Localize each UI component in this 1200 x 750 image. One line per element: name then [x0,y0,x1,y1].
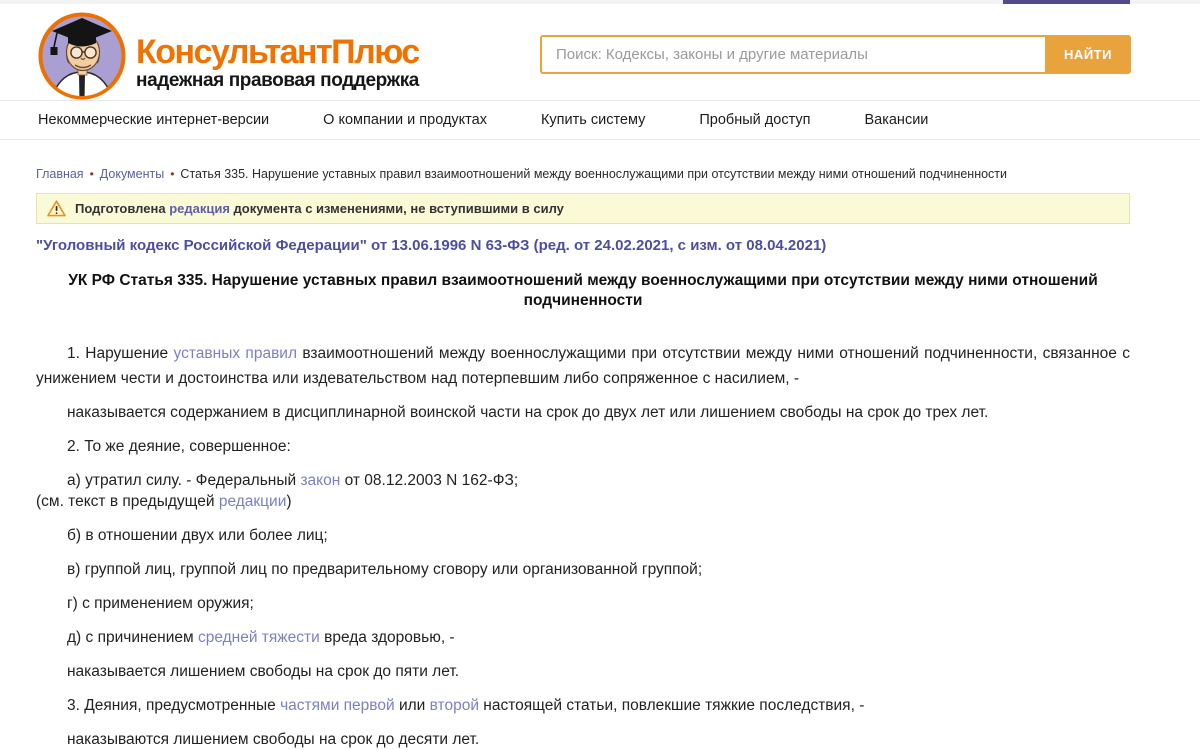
search-button[interactable]: НАЙТИ [1045,35,1131,74]
inline-link[interactable]: второй [429,697,479,714]
logo-link[interactable] [38,12,419,100]
text-run: настоящей статьи, повлекшие тяжкие последствия, - [478,697,865,714]
warning-icon [47,200,66,217]
text-run: а) утратил силу. - Федеральный [67,472,301,489]
text-run: 1. Нарушение [67,345,174,362]
document-paragraph [36,523,1130,548]
text-run: 2. То же деяние, совершенное: [67,438,291,455]
text-run: наказывается содержанием в дисциплинарной воинской части на срок до двух лет или лишением свободы на срок до трех лет. [67,404,989,421]
breadcrumb-item[interactable]: Документы [99,167,165,181]
document-paragraph [36,625,1130,650]
inline-link[interactable]: редакции [218,493,287,510]
inline-link[interactable]: частями первой [280,697,395,714]
text-run: в) группой лиц, группой лиц по предварительному сговору или организованной группой; [67,561,703,578]
logo-title: КонсультантПлюс [136,33,419,71]
text-run: (см. текст в предыдущей [36,493,219,510]
document-paragraph [36,693,1130,718]
breadcrumb [36,167,1130,182]
document-title-link[interactable]: "Уголовный кодекс Российской Федерации" от 13.06.1996 N 63-ФЗ (ред. от 24.02.2021, с изм. от 08.04.2021) [36,237,827,254]
text-run: от 08.12.2003 N 162-ФЗ; [340,472,519,489]
document-paragraph [36,727,1130,750]
nav-item-3[interactable]: Купить систему [540,112,646,128]
text-run: вреда здоровью, - [319,629,455,646]
document-paragraph [36,557,1130,582]
document-paragraph [36,659,1130,684]
search-input[interactable] [540,35,1045,74]
document-paragraph [36,489,1130,514]
text-run: Подготовлена [75,201,170,216]
inline-link[interactable]: закон [300,472,341,489]
inline-link[interactable]: уставных правил [173,345,298,362]
nav-item-2[interactable]: О компании и продуктах [323,112,487,128]
text-run: 3. Деяния, предусмотренные [67,697,281,714]
article-heading: УК РФ Статья 335. Нарушение уставных правил взаимоотношений между военнослужащими при отсутствии между ними отношений подчиненности [68,272,1098,309]
document-paragraph [36,591,1130,616]
inline-link[interactable]: редакция [169,201,230,216]
breadcrumb-separator: • [89,167,94,181]
nav-item-5[interactable]: Вакансии [864,112,929,128]
document-paragraph [36,341,1130,391]
text-run: наказывается лишением свободы на срок до пяти лет. [67,663,460,680]
draft-revision-notice [36,193,1130,224]
document-paragraph [36,400,1130,425]
logo-tagline: надежная правовая поддержка [136,70,419,91]
inline-link[interactable]: средней тяжести [197,629,320,646]
breadcrumb-item[interactable]: Главная [36,167,84,181]
text-run: ) [286,493,292,510]
text-run: г) с применением оружия; [67,595,254,612]
text-run: б) в отношении двух или более лиц; [67,527,328,544]
search-bar [540,35,1131,74]
nav-item-4[interactable]: Пробный доступ [699,112,811,128]
document-paragraph [36,434,1130,459]
text-run: документа с изменениями, не вступившими в силу [229,201,564,216]
logo-professor-icon [38,12,126,100]
breadcrumb-separator: • [170,167,175,181]
main-nav [0,100,1200,140]
text-run: взаимоотношений между военнослужащими при отсутствии между ними отношений подчиненности, связанное с унижением чести и достоинства или издевательством над потерпевшим либо сопряженное с насилием, - [36,345,1130,387]
text-run: наказываются лишением свободы на срок до десяти лет. [67,731,480,748]
nav-item-1[interactable]: Некоммерческие интернет-версии [38,112,270,128]
text-run: или [394,697,430,714]
breadcrumb-item: Статья 335. Нарушение уставных правил взаимоотношений между военнослужащими при отсутствии между ними отношений подчиненности [180,167,1008,181]
site-header [0,4,1200,100]
notice-text [75,201,564,216]
document-body [36,341,1130,750]
text-run: д) с причинением [67,629,198,646]
